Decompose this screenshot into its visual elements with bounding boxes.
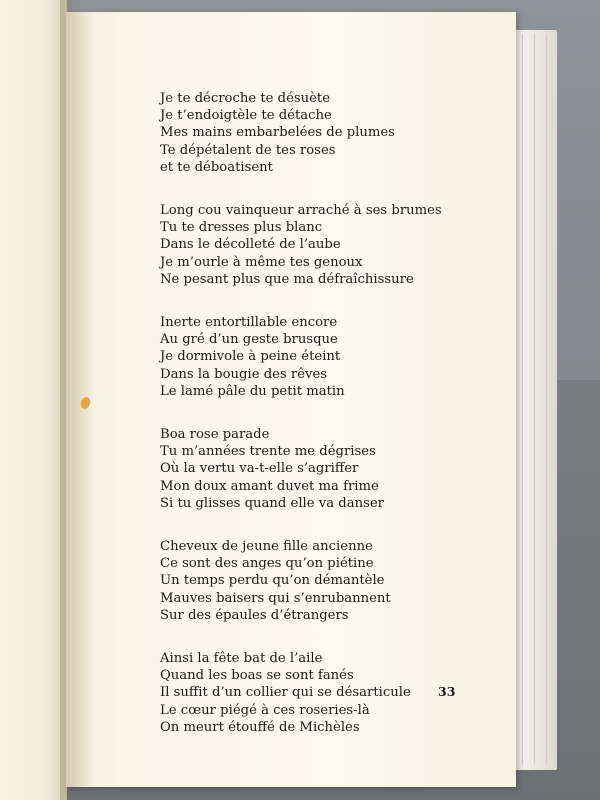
poem-line: Où la vertu va-t-elle s’agriffer	[160, 461, 359, 477]
page-edge-line	[534, 34, 535, 764]
poem-line: Il suffit d’un collier qui se désarticule	[160, 685, 411, 701]
poem-line: et te déboatisent	[160, 159, 273, 175]
stanza-4	[160, 426, 490, 512]
poem	[160, 90, 490, 762]
poem-line: Inerte entortillable encore	[160, 315, 338, 331]
poem-line: Un temps perdu qu’on démantèle	[160, 573, 385, 589]
stanza-2	[160, 202, 490, 288]
poem-line: Te dépétalent de tes roses	[160, 142, 336, 158]
poem-line: Tu m’années trente me dégrises	[160, 444, 376, 460]
poem-line: Ne pesant plus que ma défraîchissure	[160, 271, 414, 287]
poem-line: Sur des épaules d’étrangers	[160, 607, 349, 623]
poem-line: Le lamé pâle du petit matin	[160, 383, 345, 399]
poem-line: Je dormivole à peine éteint	[160, 349, 341, 365]
poem-line: Mauves baisers qui s’enrubannent	[160, 590, 391, 606]
poem-line: Je m’ourle à même tes genoux	[160, 254, 363, 270]
poem-line: Au gré d’un geste brusque	[160, 332, 338, 348]
poem-line: Si tu glisses quand elle va danser	[160, 495, 384, 511]
stanza-1	[160, 90, 490, 176]
page-edge-line	[522, 34, 523, 764]
stanza-5	[160, 538, 490, 624]
poem-line: Je t’endoigtèle te détache	[160, 108, 332, 124]
stanza-3	[160, 314, 490, 400]
poem-line: Tu te dresses plus blanc	[160, 220, 323, 236]
poem-line: Ainsi la fête bat de l’aile	[160, 651, 323, 667]
poem-line: Cheveux de jeune fille ancienne	[160, 539, 373, 555]
poem-line: Je te décroche te désuète	[160, 91, 331, 106]
page-edge-line	[546, 34, 547, 764]
poem-line: Boa rose parade	[160, 427, 270, 443]
poem-line: Mon doux amant duvet ma frime	[160, 478, 379, 494]
poem-line: Dans la bougie des rêves	[160, 366, 328, 382]
poem-line: On meurt étouffé de Michèles	[160, 719, 360, 735]
left-page	[0, 0, 67, 800]
book-page	[66, 12, 516, 787]
poem-line: Quand les boas se sont fanés	[160, 668, 354, 684]
poem-line: Le cœur piégé à ces roseries-là	[160, 702, 370, 718]
poem-line: Long cou vainqueur arraché à ses brumes	[160, 203, 442, 219]
poem-line: Dans le décolleté de l’aube	[160, 237, 341, 253]
page-number: 33	[438, 684, 456, 699]
poem-line: Ce sont des anges qu’on piétine	[160, 556, 374, 572]
poem-line: Mes mains embarbelées de plumes	[160, 125, 395, 141]
